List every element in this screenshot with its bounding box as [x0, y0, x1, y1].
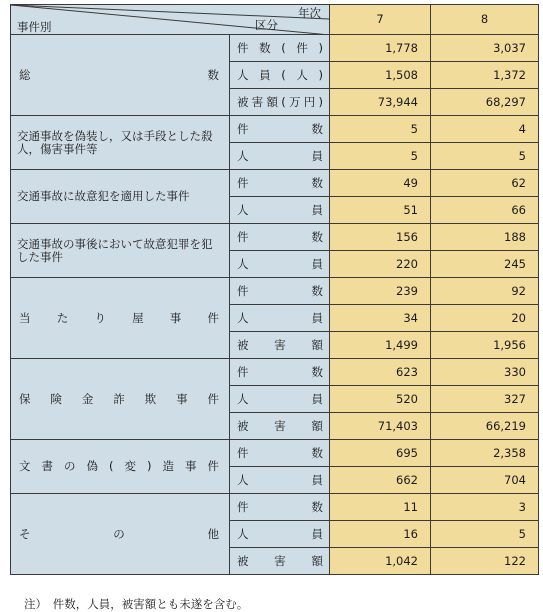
value-cell-v7: 220: [330, 251, 431, 278]
value-cell-v7: 49: [330, 170, 431, 197]
case-category-cell: 交通事故を偽装し，又は手段とした殺人，傷害事件等: [11, 116, 230, 170]
value-cell-v7: 71,403: [330, 413, 431, 440]
case-category-cell: 保険金詐欺事件: [11, 359, 230, 440]
header-corner-cell: [11, 5, 330, 35]
item-label-cell: 人員: [230, 197, 330, 224]
value-cell-v8: 1,372: [431, 62, 539, 89]
year-header-label: 年次: [298, 6, 321, 20]
footnote: 注） 件数，人員，被害額とも未遂を含む。: [24, 597, 249, 611]
value-cell-v8: 68,297: [431, 89, 539, 116]
item-label-cell: 人員: [230, 467, 330, 494]
value-cell-v8: 327: [431, 386, 539, 413]
value-cell-v7: 156: [330, 224, 431, 251]
value-cell-v7: 34: [330, 305, 431, 332]
item-label-cell: 人員: [230, 305, 330, 332]
item-label-cell: 件数: [230, 494, 330, 521]
value-cell-v7: 11: [330, 494, 431, 521]
value-cell-v7: 51: [330, 197, 431, 224]
case-category-cell: 交通事故の事後において故意犯罪を犯した事件: [11, 224, 230, 278]
table-row: [11, 116, 539, 143]
item-label-cell: 被害額: [230, 548, 330, 575]
item-label-cell: 人員(人): [230, 62, 330, 89]
value-cell-v8: 5: [431, 521, 539, 548]
value-cell-v7: 520: [330, 386, 431, 413]
value-cell-v7: 623: [330, 359, 431, 386]
table-row: [11, 494, 539, 521]
value-cell-v7: 73,944: [330, 89, 431, 116]
value-cell-v7: 1,508: [330, 62, 431, 89]
value-cell-v8: 2,358: [431, 440, 539, 467]
item-label-cell: 件数: [230, 224, 330, 251]
value-cell-v8: 5: [431, 143, 539, 170]
case-category-cell: 当たり屋事件: [11, 278, 230, 359]
case-category-cell: 交通事故に故意犯を適用した事件: [11, 170, 230, 224]
table-row: [11, 278, 539, 305]
value-cell-v8: 330: [431, 359, 539, 386]
item-label-cell: 件数: [230, 359, 330, 386]
value-cell-v7: 5: [330, 116, 431, 143]
corner-diagonal-lines: [11, 5, 330, 35]
value-cell-v8: 20: [431, 305, 539, 332]
year-7-header: 7: [330, 5, 431, 35]
value-cell-v7: 1,778: [330, 35, 431, 62]
item-label-cell: 人員: [230, 386, 330, 413]
value-cell-v8: 3,037: [431, 35, 539, 62]
case-category-cell: 総数: [11, 35, 230, 116]
item-label-cell: 件数: [230, 278, 330, 305]
value-cell-v8: 3: [431, 494, 539, 521]
case-category-cell: 文書の偽(変)造事件: [11, 440, 230, 494]
value-cell-v7: 1,499: [330, 332, 431, 359]
value-cell-v7: 5: [330, 143, 431, 170]
table-row: [11, 170, 539, 197]
value-cell-v8: 122: [431, 548, 539, 575]
item-label-cell: 人員: [230, 251, 330, 278]
traffic-crime-table: [10, 4, 539, 575]
value-cell-v7: 1,042: [330, 548, 431, 575]
item-label-cell: 件数: [230, 440, 330, 467]
case-category-cell: その他: [11, 494, 230, 575]
table-row: [11, 440, 539, 467]
item-label-cell: 人員: [230, 521, 330, 548]
year-8-header: 8: [431, 5, 539, 35]
value-cell-v7: 16: [330, 521, 431, 548]
value-cell-v8: 92: [431, 278, 539, 305]
item-label-cell: 被害額: [230, 413, 330, 440]
value-cell-v8: 66,219: [431, 413, 539, 440]
value-cell-v8: 66: [431, 197, 539, 224]
value-cell-v8: 245: [431, 251, 539, 278]
value-cell-v7: 239: [330, 278, 431, 305]
value-cell-v8: 188: [431, 224, 539, 251]
item-label-cell: 件数: [230, 170, 330, 197]
value-cell-v7: 695: [330, 440, 431, 467]
value-cell-v8: 62: [431, 170, 539, 197]
item-label-cell: 被害額: [230, 332, 330, 359]
item-label-cell: 件数(件): [230, 35, 330, 62]
item-label-cell: 人員: [230, 143, 330, 170]
table-row: [11, 359, 539, 386]
value-cell-v8: 704: [431, 467, 539, 494]
case-type-header-label: 事件別: [17, 20, 52, 34]
item-label-cell: 被害額(万円): [230, 89, 330, 116]
table-row: [11, 35, 539, 62]
kubun-header-label: 区分: [255, 18, 278, 32]
header-row: [11, 5, 539, 35]
value-cell-v7: 662: [330, 467, 431, 494]
value-cell-v8: 4: [431, 116, 539, 143]
value-cell-v8: 1,956: [431, 332, 539, 359]
item-label-cell: 件数: [230, 116, 330, 143]
table-row: [11, 224, 539, 251]
